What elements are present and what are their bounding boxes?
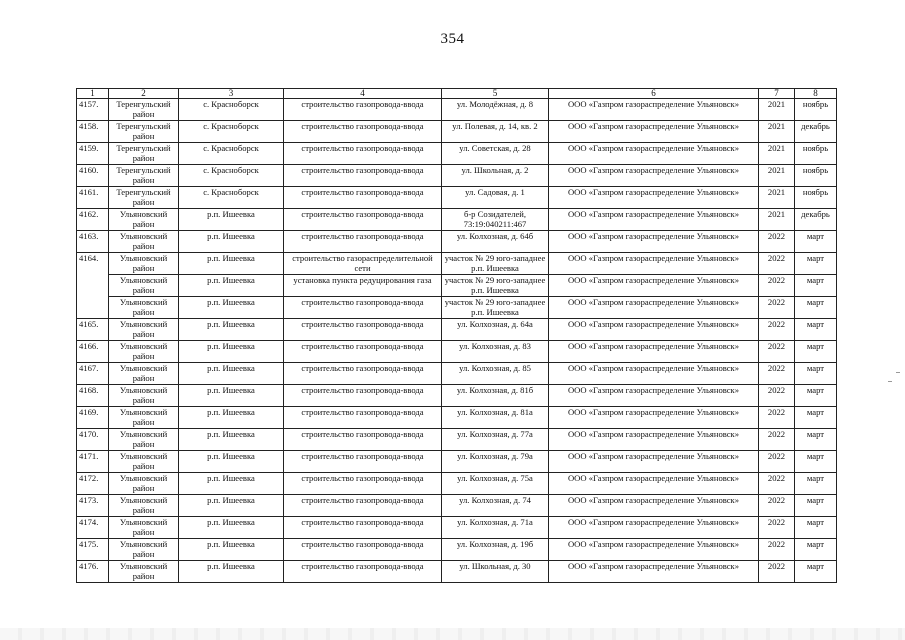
cell-district: Ульяновский район <box>109 407 179 429</box>
header-col-3: 3 <box>179 89 284 99</box>
cell-district: Ульяновский район <box>109 209 179 231</box>
cell-work-type: строительство газопровода-ввода <box>284 165 442 187</box>
cell-month: март <box>795 319 837 341</box>
cell-locality: с. Красноборск <box>179 165 284 187</box>
cell-year: 2021 <box>759 165 795 187</box>
cell-district: Ульяновский район <box>109 539 179 561</box>
cell-year: 2021 <box>759 209 795 231</box>
cell-year: 2022 <box>759 275 795 297</box>
cell-work-type: строительство газопровода-ввода <box>284 187 442 209</box>
cell-organization: ООО «Газпром газораспределение Ульяновск» <box>549 363 759 385</box>
cell-locality: р.п. Ишеевка <box>179 539 284 561</box>
cell-organization: ООО «Газпром газораспределение Ульяновск» <box>549 121 759 143</box>
table-row <box>77 187 837 209</box>
cell-organization: ООО «Газпром газораспределение Ульяновск» <box>549 341 759 363</box>
table-row <box>77 297 837 319</box>
table-row <box>77 539 837 561</box>
cell-number: 4175. <box>77 539 109 561</box>
cell-work-type: строительство газопровода-ввода <box>284 121 442 143</box>
cell-month: декабрь <box>795 121 837 143</box>
table-row <box>77 451 837 473</box>
cell-year: 2022 <box>759 561 795 583</box>
cell-number: 4160. <box>77 165 109 187</box>
cell-locality: с. Красноборск <box>179 187 284 209</box>
cell-number: 4159. <box>77 143 109 165</box>
table-row <box>77 561 837 583</box>
cell-year: 2022 <box>759 539 795 561</box>
cell-number: 4162. <box>77 209 109 231</box>
cell-address: ул. Советская, д. 28 <box>442 143 549 165</box>
cell-year: 2022 <box>759 473 795 495</box>
cell-address: ул. Колхозная, д. 85 <box>442 363 549 385</box>
header-col-4: 4 <box>284 89 442 99</box>
cell-address: ул. Колхозная, д. 64б <box>442 231 549 253</box>
cell-month: март <box>795 561 837 583</box>
table-row <box>77 99 837 121</box>
cell-district: Теренгульский район <box>109 99 179 121</box>
cell-district: Ульяновский район <box>109 561 179 583</box>
cell-year: 2022 <box>759 231 795 253</box>
cell-work-type: строительство газопровода-ввода <box>284 539 442 561</box>
cell-organization: ООО «Газпром газораспределение Ульяновск» <box>549 231 759 253</box>
cell-month: март <box>795 473 837 495</box>
cell-year: 2022 <box>759 319 795 341</box>
table-row <box>77 275 837 297</box>
cell-number <box>77 275 109 297</box>
table-row <box>77 253 837 275</box>
cell-organization: ООО «Газпром газораспределение Ульяновск» <box>549 561 759 583</box>
cell-locality: р.п. Ишеевка <box>179 275 284 297</box>
cell-organization: ООО «Газпром газораспределение Ульяновск» <box>549 319 759 341</box>
cell-work-type: строительство газопровода-ввода <box>284 385 442 407</box>
cell-locality: р.п. Ишеевка <box>179 319 284 341</box>
cell-address: ул. Колхозная, д. 19б <box>442 539 549 561</box>
cell-year: 2022 <box>759 385 795 407</box>
table-row <box>77 143 837 165</box>
cell-month: март <box>795 451 837 473</box>
cell-number: 4157. <box>77 99 109 121</box>
cell-district: Ульяновский район <box>109 319 179 341</box>
cell-number: 4176. <box>77 561 109 583</box>
cell-year: 2021 <box>759 187 795 209</box>
cell-organization: ООО «Газпром газораспределение Ульяновск» <box>549 187 759 209</box>
header-row <box>77 89 837 99</box>
cell-address: ул. Колхозная, д. 81б <box>442 385 549 407</box>
cell-year: 2022 <box>759 407 795 429</box>
cell-organization: ООО «Газпром газораспределение Ульяновск» <box>549 451 759 473</box>
cell-month: март <box>795 407 837 429</box>
cell-address: ул. Колхозная, д. 71а <box>442 517 549 539</box>
table-row <box>77 231 837 253</box>
cell-district: Ульяновский район <box>109 473 179 495</box>
cell-work-type: строительство газопровода-ввода <box>284 231 442 253</box>
cell-district: Теренгульский район <box>109 187 179 209</box>
cell-work-type: строительство газопровода-ввода <box>284 341 442 363</box>
table-row <box>77 429 837 451</box>
table-row <box>77 363 837 385</box>
cell-work-type: установка пункта редуцирования газа <box>284 275 442 297</box>
cell-address: ул. Колхозная, д. 64а <box>442 319 549 341</box>
cell-work-type: строительство газопровода-ввода <box>284 407 442 429</box>
table-row <box>77 385 837 407</box>
cell-number: 4166. <box>77 341 109 363</box>
table-row <box>77 495 837 517</box>
cell-number: 4174. <box>77 517 109 539</box>
cell-month: ноябрь <box>795 187 837 209</box>
table-row <box>77 165 837 187</box>
cell-month: ноябрь <box>795 143 837 165</box>
cell-district: Теренгульский район <box>109 121 179 143</box>
cell-district: Ульяновский район <box>109 275 179 297</box>
cell-organization: ООО «Газпром газораспределение Ульяновск» <box>549 297 759 319</box>
cell-organization: ООО «Газпром газораспределение Ульяновск» <box>549 385 759 407</box>
cell-month: март <box>795 341 837 363</box>
cell-work-type: строительство газопровода-ввода <box>284 429 442 451</box>
cell-year: 2021 <box>759 143 795 165</box>
cell-district: Ульяновский район <box>109 495 179 517</box>
cell-month: март <box>795 253 837 275</box>
cell-address: ул. Колхозная, д. 79а <box>442 451 549 473</box>
cell-month: ноябрь <box>795 99 837 121</box>
table-body <box>77 99 837 583</box>
cell-year: 2022 <box>759 341 795 363</box>
cell-locality: р.п. Ишеевка <box>179 429 284 451</box>
cell-year: 2022 <box>759 517 795 539</box>
cell-month: март <box>795 363 837 385</box>
cell-address: б-р Созидателей, 73:19:040211:467 <box>442 209 549 231</box>
cell-district: Ульяновский район <box>109 451 179 473</box>
cell-year: 2022 <box>759 253 795 275</box>
cell-work-type: строительство газопровода-ввода <box>284 297 442 319</box>
cell-organization: ООО «Газпром газораспределение Ульяновск» <box>549 407 759 429</box>
table-row <box>77 517 837 539</box>
cell-district: Теренгульский район <box>109 143 179 165</box>
cell-locality: р.п. Ишеевка <box>179 473 284 495</box>
cell-district: Ульяновский район <box>109 385 179 407</box>
scan-artifact <box>0 628 905 640</box>
cell-address: ул. Садовая, д. 1 <box>442 187 549 209</box>
cell-locality: р.п. Ишеевка <box>179 231 284 253</box>
cell-organization: ООО «Газпром газораспределение Ульяновск» <box>549 517 759 539</box>
cell-locality: р.п. Ишеевка <box>179 341 284 363</box>
cell-number: 4161. <box>77 187 109 209</box>
cell-organization: ООО «Газпром газораспределение Ульяновск» <box>549 165 759 187</box>
cell-locality: р.п. Ишеевка <box>179 451 284 473</box>
cell-year: 2022 <box>759 429 795 451</box>
page-number: 354 <box>440 31 465 47</box>
cell-number: 4168. <box>77 385 109 407</box>
cell-year: 2022 <box>759 297 795 319</box>
header-col-7: 7 <box>759 89 795 99</box>
cell-year: 2022 <box>759 495 795 517</box>
scan-mark <box>888 381 892 382</box>
cell-organization: ООО «Газпром газораспределение Ульяновск» <box>549 143 759 165</box>
cell-number: 4164. <box>77 253 109 275</box>
cell-district: Ульяновский район <box>109 517 179 539</box>
cell-district: Ульяновский район <box>109 363 179 385</box>
cell-address: участок № 29 юго-западнее р.п. Ишеевка <box>442 275 549 297</box>
cell-address: ул. Школьная, д. 30 <box>442 561 549 583</box>
cell-year: 2022 <box>759 451 795 473</box>
cell-work-type: строительство газопровода-ввода <box>284 143 442 165</box>
cell-number: 4171. <box>77 451 109 473</box>
cell-address: ул. Молодёжная, д. 8 <box>442 99 549 121</box>
cell-locality: с. Красноборск <box>179 143 284 165</box>
cell-locality: р.п. Ишеевка <box>179 495 284 517</box>
cell-address: ул. Колхозная, д. 83 <box>442 341 549 363</box>
cell-locality: р.п. Ишеевка <box>179 363 284 385</box>
cell-address: участок № 29 юго-западнее р.п. Ишеевка <box>442 253 549 275</box>
scan-mark <box>896 372 900 373</box>
cell-number: 4165. <box>77 319 109 341</box>
cell-organization: ООО «Газпром газораспределение Ульяновск» <box>549 209 759 231</box>
cell-number: 4163. <box>77 231 109 253</box>
cell-work-type: строительство газопровода-ввода <box>284 99 442 121</box>
cell-district: Теренгульский район <box>109 165 179 187</box>
cell-work-type: строительство газопровода-ввода <box>284 561 442 583</box>
cell-locality: с. Красноборск <box>179 99 284 121</box>
cell-organization: ООО «Газпром газораспределение Ульяновск» <box>549 473 759 495</box>
table-row <box>77 319 837 341</box>
cell-work-type: строительство газопровода-ввода <box>284 495 442 517</box>
cell-number: 4169. <box>77 407 109 429</box>
cell-number: 4172. <box>77 473 109 495</box>
cell-locality: р.п. Ишеевка <box>179 297 284 319</box>
cell-number: 4167. <box>77 363 109 385</box>
cell-locality: р.п. Ишеевка <box>179 407 284 429</box>
cell-address: ул. Колхозная, д. 75а <box>442 473 549 495</box>
cell-month: ноябрь <box>795 165 837 187</box>
cell-locality: р.п. Ишеевка <box>179 385 284 407</box>
cell-year: 2021 <box>759 121 795 143</box>
cell-year: 2021 <box>759 99 795 121</box>
table-row <box>77 209 837 231</box>
cell-number: 4170. <box>77 429 109 451</box>
header-col-5: 5 <box>442 89 549 99</box>
cell-organization: ООО «Газпром газораспределение Ульяновск» <box>549 495 759 517</box>
header-col-1: 1 <box>77 89 109 99</box>
cell-district: Ульяновский район <box>109 253 179 275</box>
table-row <box>77 121 837 143</box>
cell-district: Ульяновский район <box>109 297 179 319</box>
cell-month: март <box>795 495 837 517</box>
cell-number: 4158. <box>77 121 109 143</box>
cell-locality: р.п. Ишеевка <box>179 209 284 231</box>
cell-address: ул. Колхозная, д. 77а <box>442 429 549 451</box>
cell-work-type: строительство газопровода-ввода <box>284 473 442 495</box>
table-row <box>77 407 837 429</box>
cell-year: 2022 <box>759 363 795 385</box>
cell-work-type: строительство газопровода-ввода <box>284 517 442 539</box>
cell-organization: ООО «Газпром газораспределение Ульяновск» <box>549 539 759 561</box>
data-table <box>76 88 837 583</box>
cell-month: декабрь <box>795 209 837 231</box>
cell-organization: ООО «Газпром газораспределение Ульяновск» <box>549 99 759 121</box>
cell-work-type: строительство газопровода-ввода <box>284 363 442 385</box>
cell-address: ул. Колхозная, д. 81а <box>442 407 549 429</box>
cell-district: Ульяновский район <box>109 429 179 451</box>
cell-locality: р.п. Ишеевка <box>179 253 284 275</box>
cell-address: ул. Школьная, д. 2 <box>442 165 549 187</box>
header-col-2: 2 <box>109 89 179 99</box>
cell-month: март <box>795 539 837 561</box>
cell-address: участок № 29 юго-западнее р.п. Ишеевка <box>442 297 549 319</box>
cell-district: Ульяновский район <box>109 341 179 363</box>
cell-month: март <box>795 275 837 297</box>
cell-locality: р.п. Ишеевка <box>179 517 284 539</box>
cell-month: март <box>795 517 837 539</box>
cell-month: март <box>795 429 837 451</box>
cell-organization: ООО «Газпром газораспределение Ульяновск» <box>549 429 759 451</box>
cell-work-type: строительство газопровода-ввода <box>284 451 442 473</box>
header-col-6: 6 <box>549 89 759 99</box>
cell-number <box>77 297 109 319</box>
header-col-8: 8 <box>795 89 837 99</box>
cell-organization: ООО «Газпром газораспределение Ульяновск» <box>549 275 759 297</box>
table-row <box>77 341 837 363</box>
cell-number: 4173. <box>77 495 109 517</box>
cell-address: ул. Полевая, д. 14, кв. 2 <box>442 121 549 143</box>
cell-work-type: строительство газораспределительной сети <box>284 253 442 275</box>
cell-month: март <box>795 297 837 319</box>
cell-locality: р.п. Ишеевка <box>179 561 284 583</box>
cell-month: март <box>795 231 837 253</box>
cell-month: март <box>795 385 837 407</box>
cell-organization: ООО «Газпром газораспределение Ульяновск» <box>549 253 759 275</box>
table-row <box>77 473 837 495</box>
cell-work-type: строительство газопровода-ввода <box>284 209 442 231</box>
cell-address: ул. Колхозная, д. 74 <box>442 495 549 517</box>
cell-district: Ульяновский район <box>109 231 179 253</box>
cell-work-type: строительство газопровода-ввода <box>284 319 442 341</box>
cell-locality: с. Красноборск <box>179 121 284 143</box>
